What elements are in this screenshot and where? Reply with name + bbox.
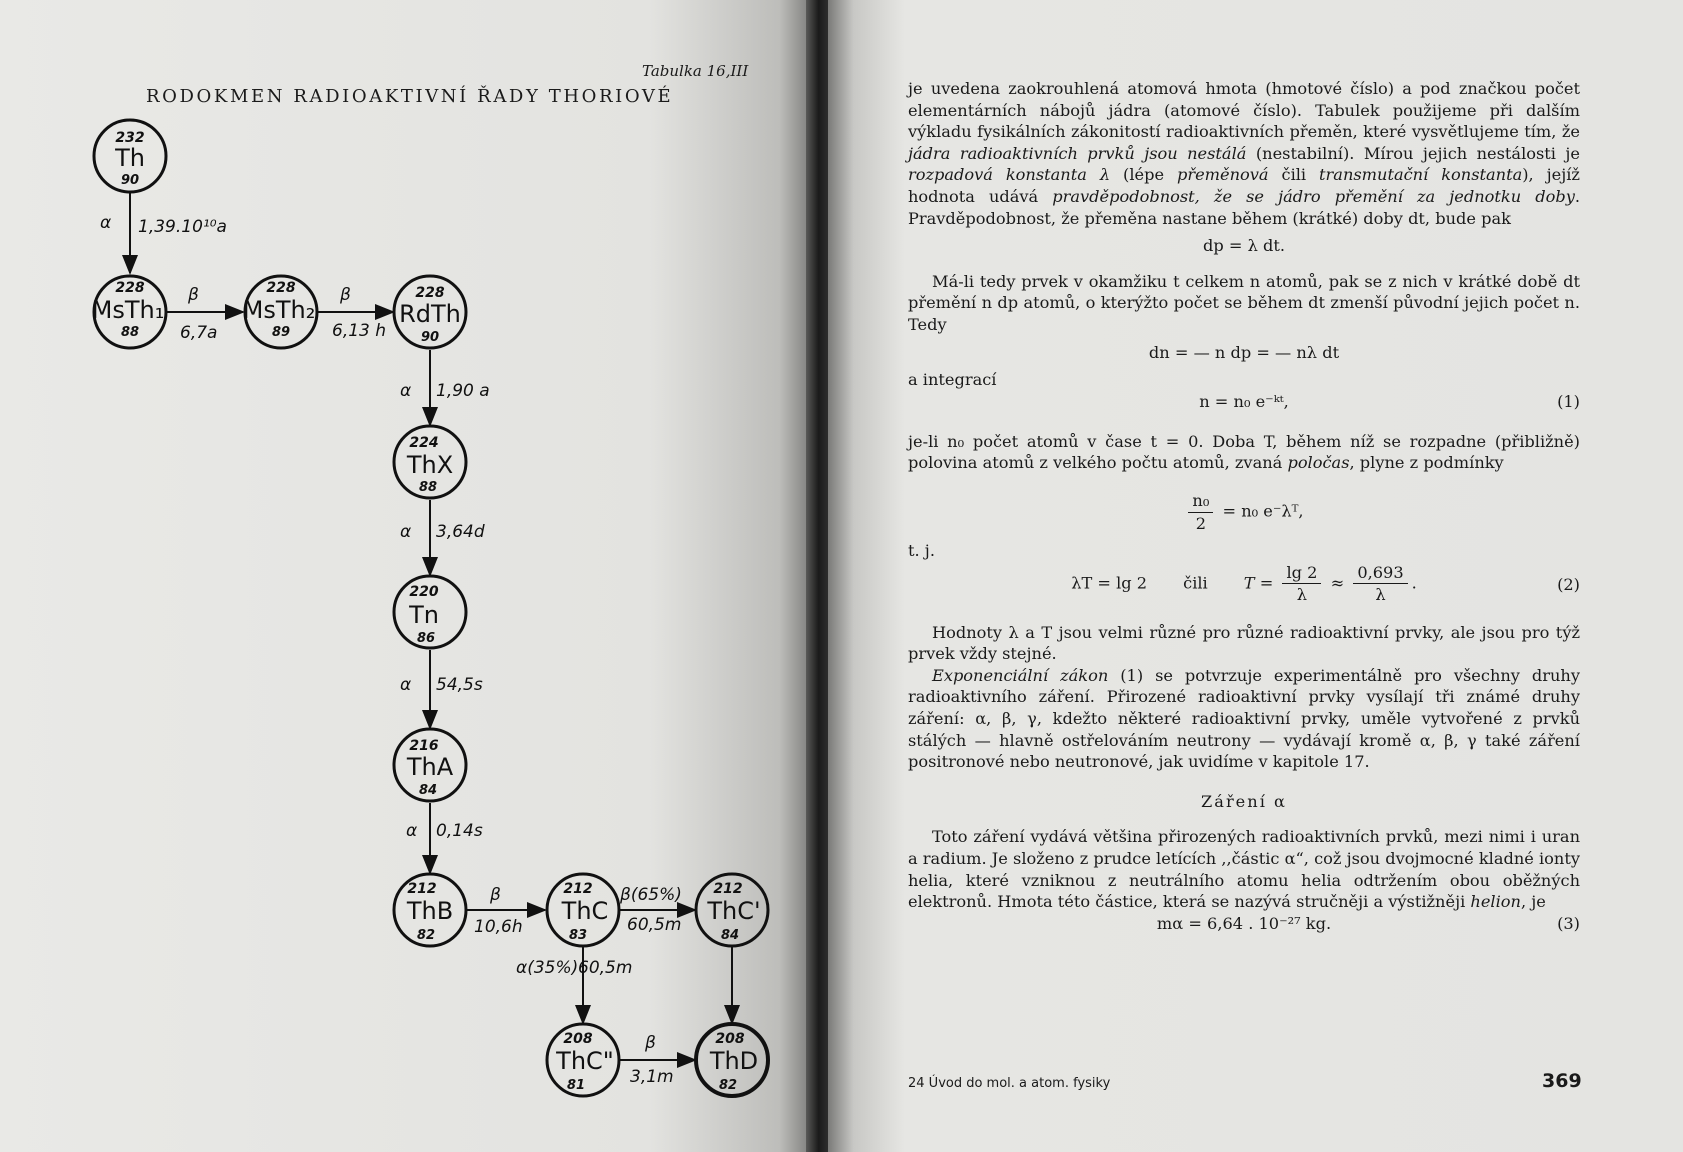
halflife-label: 10,6h	[474, 917, 523, 937]
svg-text:ThC": ThC"	[556, 1047, 614, 1075]
equation-dp: dp = λ dt.	[1203, 236, 1285, 256]
node-msth1	[92, 276, 166, 348]
decay-type-label: α(35%)	[516, 958, 579, 978]
svg-text:208: 208	[715, 1031, 745, 1047]
svg-text:212: 212	[407, 881, 437, 897]
halflife-label: 60,5m	[627, 915, 682, 935]
svg-text:208: 208	[563, 1031, 593, 1047]
node-tn	[394, 576, 466, 648]
decay-type-label: α	[100, 213, 112, 233]
decay-type-label: α	[406, 821, 418, 841]
decay-type-label: β	[340, 285, 351, 305]
svg-text:ThX: ThX	[406, 451, 454, 479]
equation-1: n = n₀ e⁻ᵏᵗ, (1)	[1199, 391, 1580, 411]
svg-text:88: 88	[418, 480, 438, 495]
svg-text:89: 89	[271, 325, 291, 340]
table-label: Tabulka 16,III	[642, 62, 749, 80]
svg-text:228: 228	[266, 280, 296, 296]
paragraph: je uvedena zaokrouhlená atomová hmota (hmotové číslo) a pod značkou počet elementárních nábojů jádra (atomové číslo). Tabulek použijeme při dalším výkladu fysikálních zákonitostí radioaktivních přeměn, které vysvětlujeme tím, že jádra radioaktivních prvků jsou nestálá (nestabilní). Mírou jejich nestálosti je rozpadová konstanta λ (lépe přeměnová čili transmutační konstanta), jejíž hodnota udává pravděpodobnost, že se jádro přemění za jednotku doby. Pravděpodobnost, že přeměna nastane během (krátké) doby dt, bude pak	[908, 79, 1580, 228]
halflife-label: 3,64d	[436, 522, 485, 542]
node-th	[94, 120, 166, 192]
svg-text:82: 82	[416, 928, 436, 943]
svg-text:228: 228	[415, 285, 445, 301]
paragraph: je-li n₀ počet atomů v čase t = 0. Doba T, během níž se rozpadne (přibližně) polovina atomů z velkého počtu atomů, zvaná poločas, plyne z podmínky	[908, 431, 1580, 473]
svg-text:ThB: ThB	[406, 897, 454, 925]
svg-text:86: 86	[416, 631, 436, 646]
svg-text:90: 90	[420, 330, 440, 345]
svg-text:224: 224	[409, 435, 439, 451]
svg-text:ThC: ThC	[561, 897, 609, 925]
equation-halflife-condition: $\frac{\text{n₀}}{2}$ = n₀ e⁻λᵀ,	[908, 490, 1580, 534]
svg-text:ThA: ThA	[406, 753, 454, 781]
halflife-label: 0,14s	[436, 821, 483, 841]
section-heading: Záření α	[1201, 791, 1287, 811]
node-msth2	[243, 276, 317, 348]
halflife-label: 1,39.10¹⁰a	[138, 217, 227, 237]
node-thc-prime	[696, 874, 768, 946]
node-tha	[394, 729, 466, 801]
node-rdth	[394, 276, 466, 348]
svg-text:ThC': ThC'	[707, 897, 761, 925]
svg-text:ThD: ThD	[709, 1047, 759, 1075]
decay-chain-diagram	[0, 0, 812, 1152]
decay-type-label: β	[490, 885, 501, 905]
body-text	[908, 78, 1580, 943]
svg-text:Tn: Tn	[409, 601, 439, 629]
paragraph: Exponenciální zákon (1) se potvrzuje experimentálně pro všechny druhy radioaktivního záření. Přirozené radioaktivní prvky vysílají tři známé druhy záření: α, β, γ, kdežto některé radioaktivní prvky, uměle vytvořené z prvků stálých — hlavně ostřelováním neutrony — vydávají kromě α, β, γ také záření positronové nebo neutronové, jak uvidíme v kapitole 17.	[908, 665, 1580, 772]
equation-2: λT = lg 2 čili T = $\frac{\lg 2}{\lambda}$ ≈ $\frac{0,693}{\lambda}$ . (2)	[1071, 562, 1580, 605]
decay-type-label: β	[188, 285, 199, 305]
halflife-label: 6,7a	[180, 323, 218, 343]
svg-text:212: 212	[713, 881, 743, 897]
halflife-label: 54,5s	[436, 675, 483, 695]
svg-text:90: 90	[120, 173, 140, 188]
svg-text:83: 83	[568, 928, 588, 943]
halflife-label: 6,13 h	[332, 321, 387, 341]
footer-book-title: 24 Úvod do mol. a atom. fysiky	[908, 1076, 1111, 1091]
diagram-title: RODOKMEN RADIOAKTIVNÍ ŘADY THORIOVÉ	[146, 86, 674, 107]
svg-text:228: 228	[115, 280, 145, 296]
svg-text:82: 82	[718, 1078, 738, 1093]
svg-text:84: 84	[720, 928, 740, 943]
equation-dn: dn = — n dp = — nλ dt	[1148, 342, 1340, 362]
node-thx	[394, 426, 466, 498]
node-thc	[547, 874, 619, 946]
svg-text:MsTh₂: MsTh₂	[242, 296, 316, 324]
svg-text:212: 212	[563, 881, 593, 897]
decay-type-label: β(65%)	[620, 885, 682, 905]
decay-type-label: β	[645, 1033, 656, 1053]
left-page	[0, 0, 812, 1152]
decay-type-label: α	[400, 381, 412, 401]
paragraph: a integrací	[908, 370, 997, 390]
paragraph: Má-li tedy prvek v okamžiku t celkem n atomů, pak se z nich v krátké době dt přemění n dp atomů, o kterýžto počet se během dt zmenší původní jejich počet n. Tedy	[908, 271, 1580, 334]
halflife-label: 60,5m	[578, 958, 633, 978]
equation-3: mα = 6,64 . 10⁻²⁷ kg. (3)	[1156, 913, 1580, 933]
paragraph: Hodnoty λ a T jsou velmi různé pro různé radioaktivní prvky, ale jsou pro týž prvek vždy stejné.	[908, 622, 1580, 664]
decay-type-label: α	[400, 522, 412, 542]
svg-text:MsTh₁: MsTh₁	[91, 296, 165, 324]
paragraph: t. j.	[908, 541, 935, 561]
svg-text:Th: Th	[115, 144, 145, 172]
svg-text:84: 84	[418, 783, 438, 798]
node-thb	[394, 874, 466, 946]
halflife-label: 1,90 a	[436, 381, 490, 401]
node-thd	[696, 1024, 768, 1096]
halflife-label: 3,1m	[630, 1067, 674, 1087]
decay-type-label: α	[400, 675, 412, 695]
svg-text:RdTh: RdTh	[399, 300, 461, 328]
svg-text:216: 216	[409, 738, 439, 754]
svg-text:81: 81	[566, 1078, 586, 1093]
node-thc-double-prime	[547, 1024, 619, 1096]
svg-text:88: 88	[120, 325, 140, 340]
page-number: 369	[1542, 1070, 1582, 1092]
svg-text:232: 232	[115, 130, 145, 146]
svg-text:220: 220	[409, 584, 439, 600]
paragraph: Toto záření vydává většina přirozených radioaktivních prvků, mezi nimi i uran a radium. Je složeno z prudce letících ,,částic α“, což jsou dvojmocné kladné ionty helia, které vzniknou z neutrálního atomu helia odtržením obou oběžných elektronů. Hmota této částice, která se nazývá stručněji a výstižněji helion, je	[908, 827, 1580, 912]
